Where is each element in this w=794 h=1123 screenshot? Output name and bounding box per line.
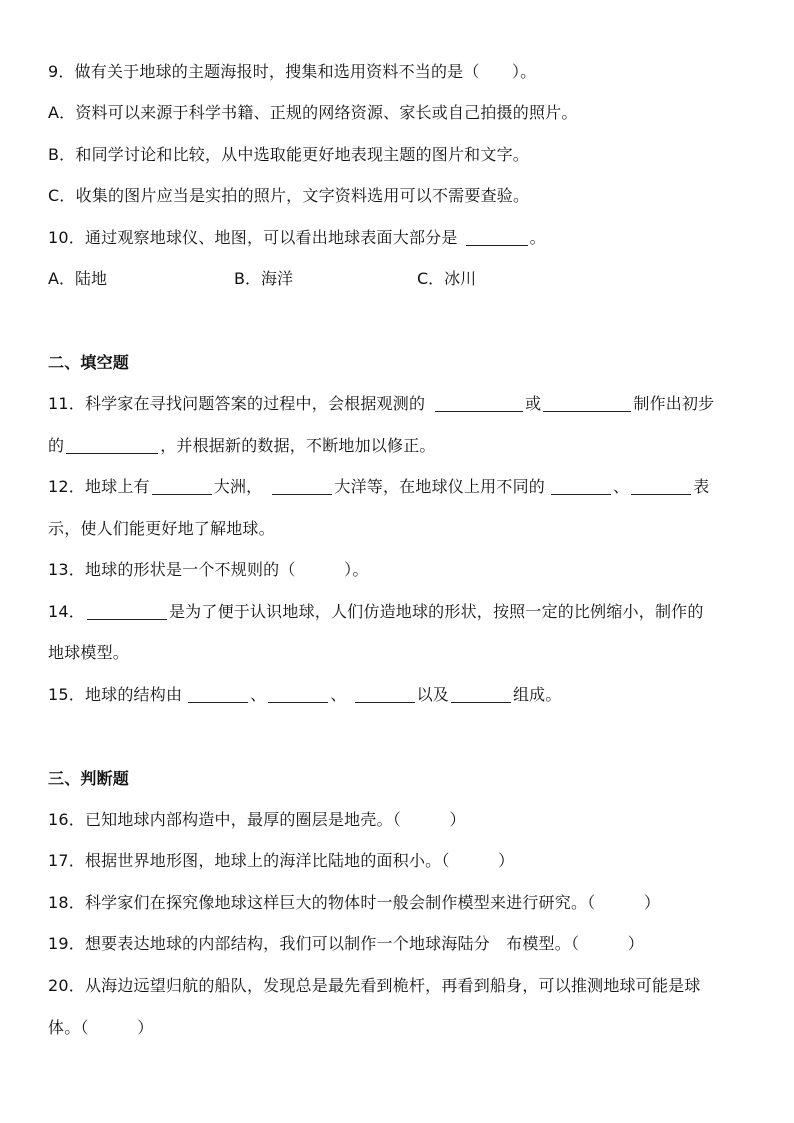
answer-blank: [451, 686, 511, 703]
question-15-text: 、: [330, 685, 347, 704]
question-17: 17．根据世界地形图，地球上的海洋比陆地的面积小。（ ）: [48, 851, 515, 870]
answer-blank: [466, 229, 528, 246]
question-10-stem-text: 10．通过观察地球仪、地图，可以看出地球表面大部分是: [48, 228, 458, 247]
answer-blank: [631, 478, 691, 495]
question-12-line-2: 示，使人们能更好地了解地球。: [48, 519, 275, 538]
question-14-text: 是为了便于认识地球，人们仿造地球的形状，按照一定的比例缩小，制作的: [168, 602, 704, 621]
question-20-line-2: 体。（ ）: [48, 1018, 154, 1037]
question-20-line-1: 20．从海边远望归航的船队，发现总是最先看到桅杆，再看到船身，可以推测地球可能是球: [48, 976, 701, 995]
question-11-text: 11．科学家在寻找问题答案的过程中，会根据观测的: [48, 394, 426, 413]
question-16: 16．已知地球内部构造中，最厚的圈层是地壳。（ ）: [48, 810, 466, 829]
answer-blank: [543, 395, 631, 412]
question-12-text: 大洋等，在地球仪上用不同的: [334, 477, 545, 496]
question-9-option-a: A．资料可以来源于科学书籍、正规的网络资源、家长或自己拍摄的照片。: [48, 103, 578, 122]
question-12-text: 、: [612, 477, 630, 496]
section-heading-fill-in: 二、填空题: [48, 353, 130, 372]
question-12-line-1: [48, 477, 709, 497]
question-10-stem: [48, 228, 546, 248]
question-9-option-c: C．收集的图片应当是实拍的照片，文字资料选用可以不需要查验。: [48, 186, 530, 205]
answer-blank: [152, 478, 212, 495]
question-15-text: 以及: [416, 685, 449, 704]
answer-blank: [272, 478, 332, 495]
question-11-line-1: [48, 394, 714, 414]
section-heading-true-false: 三、判断题: [48, 769, 130, 788]
question-10-stem-end: 。: [529, 228, 546, 247]
answer-blank: [87, 603, 167, 620]
question-14-text: 14．: [48, 602, 85, 621]
answer-blank: [551, 478, 611, 495]
question-15-text: 组成。: [512, 685, 562, 704]
answer-blank: [355, 686, 415, 703]
question-14-line-2: 地球模型。: [48, 643, 130, 662]
question-14-line-1: [48, 602, 704, 622]
question-15-text: 15．地球的结构由: [48, 685, 183, 704]
question-11-text: 或: [525, 394, 542, 413]
question-12-text: 表: [693, 477, 710, 496]
question-11-text: 的: [48, 436, 65, 455]
question-15: [48, 685, 562, 705]
answer-blank: [435, 395, 523, 412]
question-18: 18．科学家们在探究像地球这样巨大的物体时一般会制作模型来进行研究。（ ）: [48, 893, 661, 912]
question-11-text: ，并根据新的数据，不断地加以修正。: [160, 436, 436, 455]
question-10-option-c: C．冰川: [417, 269, 477, 288]
question-9-stem: 9．做有关于地球的主题海报时，搜集和选用资料不当的是（ ）。: [48, 62, 537, 81]
question-13: 13．地球的形状是一个不规则的（ ）。: [48, 560, 369, 579]
answer-blank: [188, 686, 248, 703]
question-11-line-2: [48, 436, 436, 456]
answer-blank: [66, 437, 158, 454]
question-12-text: 12．地球上有: [48, 477, 150, 496]
question-10-option-b: B．海洋: [234, 269, 293, 288]
answer-blank: [268, 686, 328, 703]
question-10-option-a: A．陆地: [48, 269, 107, 288]
question-15-text: 、: [250, 685, 267, 704]
question-19: 19．想要表达地球的内部结构，我们可以制作一个地球海陆分 布模型。（ ）: [48, 934, 644, 953]
question-9-option-b: B．和同学讨论和比较，从中选取能更好地表现主题的图片和文字。: [48, 145, 529, 164]
question-12-text: 大洲，: [213, 477, 263, 496]
question-11-text: 制作出初步: [633, 394, 715, 413]
